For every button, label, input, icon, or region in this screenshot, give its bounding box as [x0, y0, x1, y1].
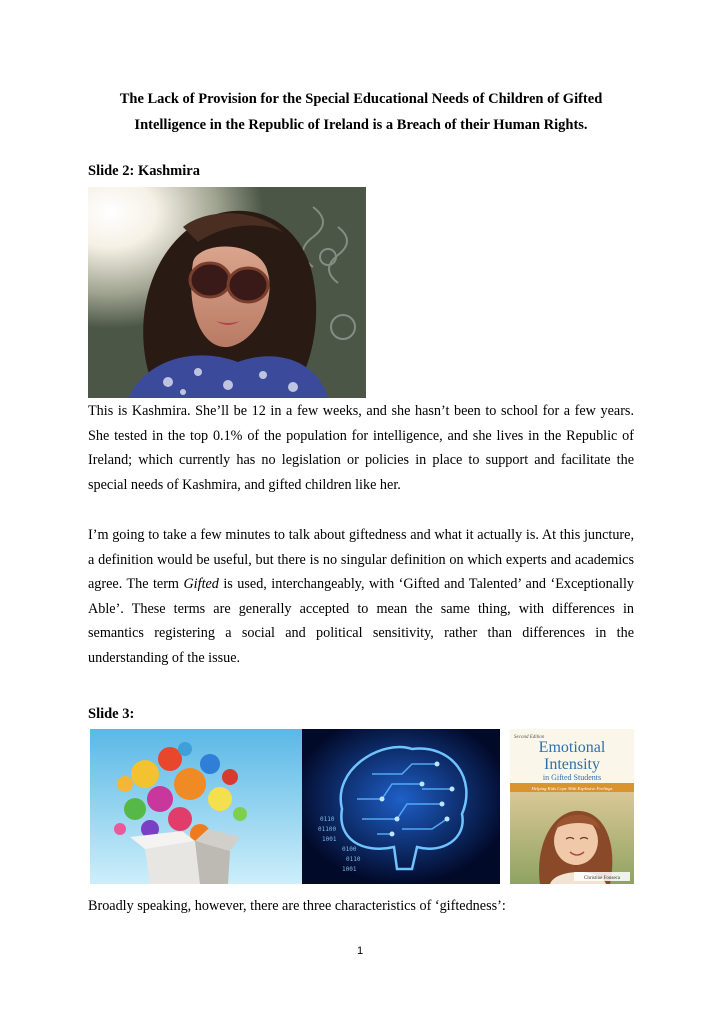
binary-digits-3: 1001: [322, 836, 337, 843]
book-cover-image: [510, 729, 634, 884]
paragraph-kashmira: This is Kashmira. She’ll be 12 in a few weeks, and she hasn’t been to school for a few years. She tested in the top 0.1% of the population for intelligence, and she lives in the Republic of Ireland; which currently has no legislation or policies in place to support and facilitate the special needs of Kashmira, and gifted children like her.: [88, 403, 634, 493]
title-line-2: Intelligence in the Republic of Ireland is a Breach of their Human Rights.: [134, 117, 588, 133]
kashmira-photo: [88, 187, 366, 398]
gifted-term: Gifted: [183, 576, 219, 593]
document-title: [88, 86, 634, 138]
page-number: 1: [356, 945, 364, 957]
book-edition: Second Edition: [514, 735, 545, 740]
binary-digits-1: 0110: [320, 816, 335, 823]
binary-digits-5: 0110: [346, 856, 361, 863]
book-title-line-1: Emotional: [538, 739, 606, 756]
binary-digits-6: 1001: [342, 866, 357, 873]
binary-digits-4: 0100: [342, 846, 357, 853]
book-subtitle: Helping Kids Cope With Explosive Feelings: [531, 786, 613, 791]
paragraph-giftedness: [88, 523, 634, 671]
book-title-line-2: Intensity: [544, 756, 600, 773]
title-line-1: The Lack of Provision for the Special Educational Needs of Children of Gifted: [119, 91, 603, 107]
paragraph-characteristics: Broadly speaking, however, there are three characteristics of ‘giftedness’:: [88, 898, 506, 914]
slide-3-heading: Slide 3:: [88, 706, 135, 722]
book-title-line-3: in Gifted Students: [542, 773, 602, 782]
digital-brain-image: [302, 729, 500, 884]
creativity-image: [90, 729, 302, 884]
slide-2-heading: Slide 2: Kashmira: [88, 163, 200, 179]
binary-digits-2: 01100: [318, 826, 337, 833]
paragraph-giftedness-part1: I’m going to take a few minutes to talk about giftedness and what it actually is. At this juncture, a definition would be useful, but there is no singular definition on which experts and academics agree. The term: [88, 527, 634, 593]
book-author: Christine Fonseca: [584, 876, 620, 881]
paragraph-giftedness-part2: is used, interchangeably, with ‘Gifted and Talented’ and ‘Exceptionally Able’. These terms are generally accepted to mean the same thing, with differences in semantics registering a social and political sensitivity, rather than differences in the understanding of the issue.: [88, 576, 634, 666]
